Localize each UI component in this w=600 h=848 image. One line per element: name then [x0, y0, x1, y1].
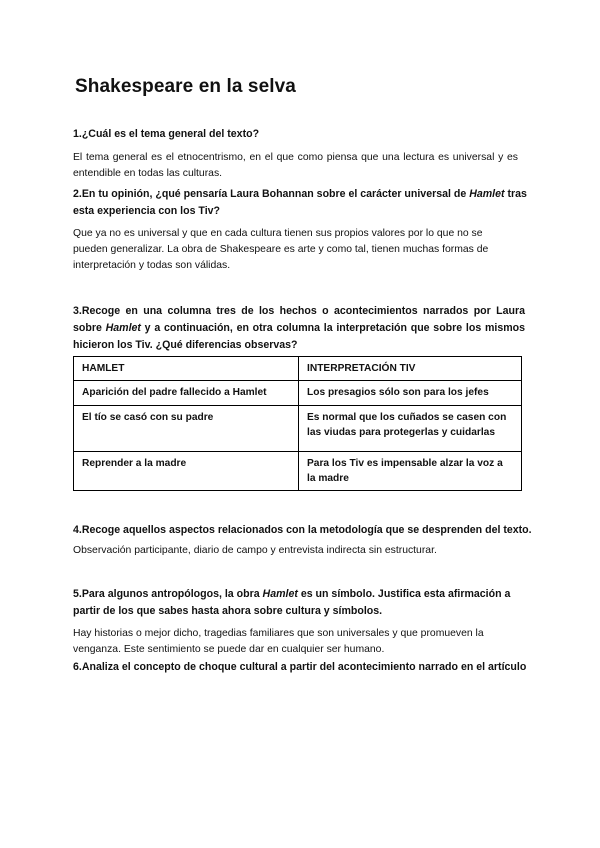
question-3-text-start: 3.Recoge en una columna tres de los hechos o acontecimientos narrados por Laura sobre	[73, 305, 525, 334]
table-cell: Es normal que los cuñados se casen con las viudas para protegerlas y cuidarlas	[299, 406, 522, 452]
question-5-emphasis: Hamlet	[262, 588, 298, 600]
question-2	[73, 186, 528, 220]
question-6: 6.Analiza el concepto de choque cultural a partir del acontecimiento narrado en el artículo	[73, 661, 527, 673]
comparison-table	[73, 356, 522, 491]
question-5-text-start: 5.Para algunos antropólogos, la obra	[73, 588, 263, 600]
table-header-hamlet: HAMLET	[74, 357, 299, 381]
answer-4: Observación participante, diario de campo y entrevista indirecta sin estructurar.	[73, 545, 437, 556]
table-row	[74, 452, 522, 491]
answer-2: Que ya no es universal y que en cada cultura tienen sus propios valores por lo que no se pueden generalizar. La obra de Shakespeare es arte y como tal, tienen muchas formas de interpretación y todas son válidas.	[73, 228, 489, 271]
table-cell: Para los Tiv es impensable alzar la voz a la madre	[299, 452, 522, 491]
table-cell: Los presagios sólo son para los jefes	[299, 381, 522, 406]
question-4: 4.Recoge aquellos aspectos relacionados con la metodología que se desprenden del texto.	[73, 524, 532, 536]
question-3	[73, 303, 525, 354]
table-header-row	[74, 357, 522, 381]
question-5	[73, 586, 513, 620]
answer-5: Hay historias o mejor dicho, tragedias familiares que son universales y que promueven la venganza. Este sentimiento se puede dar en cualquier ser humano.	[73, 628, 484, 655]
table-header-interpretacion: INTERPRETACIÓN TIV	[299, 357, 522, 381]
page-title: Shakespeare en la selva	[75, 76, 296, 97]
table-cell: Aparición del padre fallecido a Hamlet	[74, 381, 299, 406]
answer-1: El tema general es el etnocentrismo, en el que como piensa que una lectura es universal y es entendible en todas las culturas.	[73, 152, 518, 179]
question-1: 1.¿Cuál es el tema general del texto?	[73, 128, 260, 140]
table-cell: El tío se casó con su padre	[74, 406, 299, 452]
table-row	[74, 406, 522, 452]
question-2-text-start: 2.En tu opinión, ¿qué pensaría Laura Bohannan sobre el carácter universal de	[73, 188, 470, 200]
table-cell: Reprender a la madre	[74, 452, 299, 491]
table-row	[74, 381, 522, 406]
question-5-text-end: es un símbolo. Justifica esta afirmación a partir de los que sabes hasta ahora sobre cultura y símbolos.	[73, 588, 511, 617]
question-3-text-end: y a continuación, en otra columna la interpretación que sobre los mismos hicieron los Tiv. ¿Qué diferencias observas?	[73, 322, 525, 351]
question-2-emphasis: Hamlet	[469, 188, 505, 200]
question-3-emphasis: Hamlet	[105, 322, 141, 334]
question-2-text-end: tras esta experiencia con los Tiv?	[73, 188, 527, 217]
